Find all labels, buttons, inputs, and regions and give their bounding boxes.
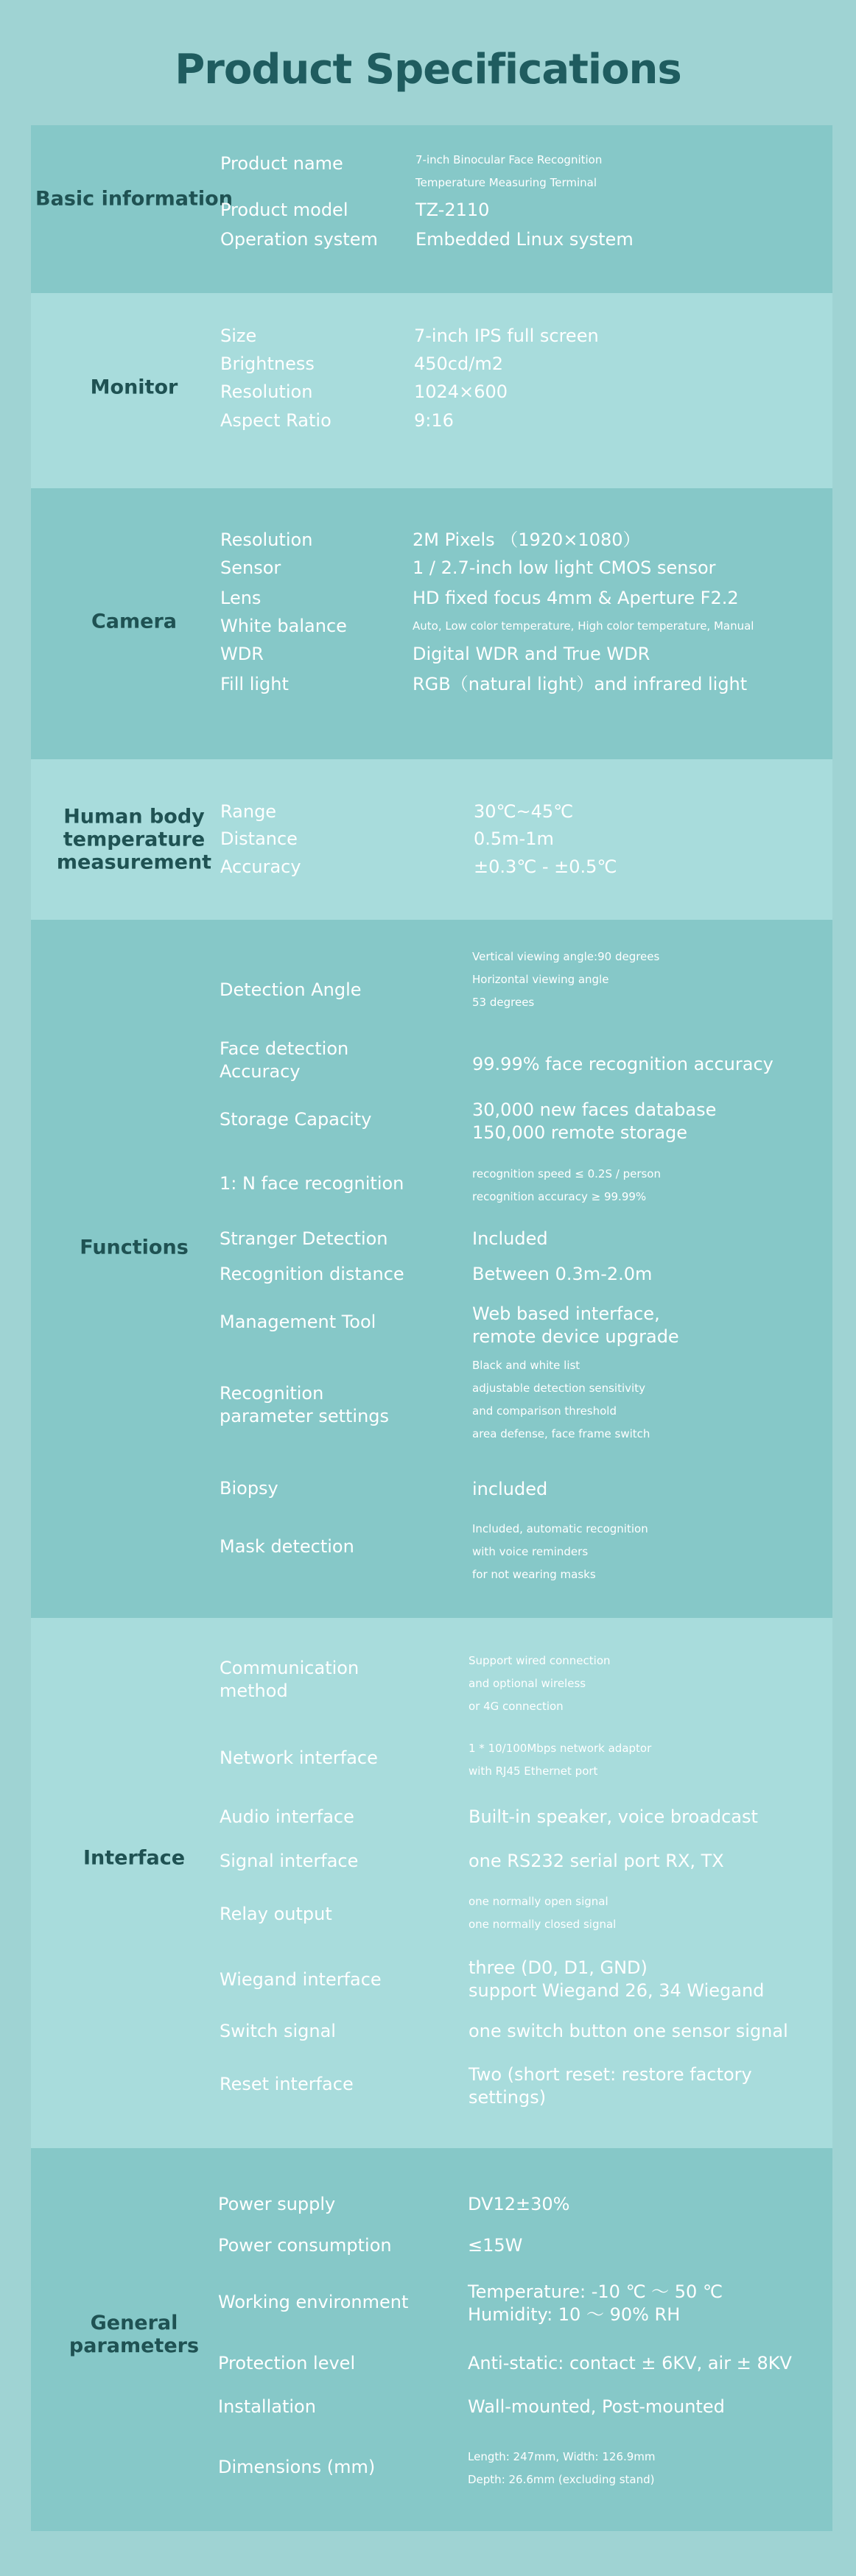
spec-value: 30,000 new faces database 150,000 remote storage (472, 1099, 717, 1143)
spec-label: Product name (220, 152, 343, 174)
spec-label: Power supply (218, 2193, 336, 2214)
spec-value: Web based interface, remote device upgrade (472, 1303, 679, 1347)
spec-section (31, 759, 832, 920)
spec-value: HD fixed focus 4mm & Aperture F2.2 (413, 587, 739, 608)
spec-label: Working environment (218, 2291, 409, 2312)
spec-section (31, 488, 832, 759)
spec-label: Resolution (220, 381, 313, 402)
spec-value: 1 * 10/100Mbps network adaptor with RJ45 Ethernet port (469, 1742, 652, 1778)
spec-value: 1 / 2.7-inch low light CMOS sensor (413, 557, 716, 578)
spec-label: White balance (220, 615, 347, 636)
spec-value: Between 0.3m-2.0m (472, 1263, 653, 1284)
spec-label: Storage Capacity (220, 1108, 372, 1130)
spec-value: Support wired connection and optional wireless or 4G connection (469, 1653, 611, 1713)
spec-label: Management Tool (220, 1311, 376, 1332)
spec-value: Included, automatic recognition with voice reminders for not wearing masks (472, 1521, 648, 1581)
spec-value: 1024×600 (414, 381, 508, 402)
section-title: Human body temperature measurement (56, 805, 212, 874)
spec-value: Built-in speaker, voice broadcast (469, 1806, 758, 1827)
spec-label: Stranger Detection (220, 1228, 388, 1249)
spec-value: recognition speed ≤ 0.2S / person recognition accuracy ≥ 99.99% (472, 1167, 661, 1203)
spec-label: Detection Angle (220, 979, 362, 1000)
spec-value: RGB（natural light）and infrared light (413, 673, 748, 694)
spec-value: Vertical viewing angle:90 degrees Horizontal viewing angle 53 degrees (472, 949, 660, 1009)
spec-label: Operation system (220, 228, 378, 250)
spec-label: Size (220, 325, 257, 346)
section-title: Monitor (90, 376, 178, 399)
spec-label: Installation (218, 2396, 316, 2417)
spec-label: Dimensions (mm) (218, 2456, 376, 2477)
spec-value: 450cd/m2 (414, 353, 503, 374)
spec-label: Switch signal (220, 2020, 336, 2041)
spec-label: Mask detection (220, 1535, 354, 1557)
section-title: Camera (91, 610, 177, 633)
spec-label: Reset interface (220, 2073, 354, 2094)
spec-label: Range (220, 800, 277, 822)
spec-section (31, 125, 832, 293)
spec-label: WDR (220, 643, 264, 664)
spec-label: Lens (220, 587, 262, 608)
spec-value: DV12±30% (468, 2193, 570, 2214)
spec-section (31, 1618, 832, 2148)
section-title: Functions (80, 1236, 189, 1259)
spec-label: Distance (220, 828, 298, 849)
section-title: Basic information (35, 187, 233, 211)
section-title: Interface (83, 1846, 186, 1870)
spec-value: three (D0, D1, GND) support Wiegand 26, 34 Wiegand (469, 1957, 765, 2001)
page-title: Product Specifications (175, 46, 681, 94)
spec-value: Black and white list adjustable detection sensitivity and comparison threshold area defense, face frame switch (472, 1359, 650, 1440)
spec-section (31, 293, 832, 488)
spec-section (31, 2148, 832, 2531)
spec-value: Temperature: -10 ℃ ～ 50 ℃ Humidity: 10 ～ 90% RH (468, 2281, 723, 2325)
spec-value: ≤15W (468, 2234, 523, 2256)
spec-value: one switch button one sensor signal (469, 2020, 788, 2041)
spec-label: Aspect Ratio (220, 409, 331, 431)
spec-label: Brightness (220, 353, 315, 374)
spec-label: Relay output (220, 1903, 332, 1924)
spec-value: Two (short reset: restore factory settings) (469, 2064, 752, 2108)
spec-value: 7-inch Binocular Face Recognition Temperature Measuring Terminal (415, 153, 603, 189)
spec-value: TZ-2110 (415, 199, 490, 220)
spec-value: Anti-static: contact ± 6KV, air ± 8KV (468, 2352, 792, 2373)
spec-label: Recognition distance (220, 1263, 404, 1284)
spec-value: one normally open signal one normally closed signal (469, 1895, 617, 1931)
spec-value: one RS232 serial port RX, TX (469, 1850, 724, 1871)
spec-section (31, 920, 832, 1618)
spec-value: Embedded Linux system (415, 228, 634, 250)
spec-value: 9:16 (414, 409, 454, 431)
spec-label: Signal interface (220, 1850, 359, 1871)
spec-label: Sensor (220, 557, 281, 578)
spec-value: 99.99% face recognition accuracy (472, 1053, 773, 1074)
spec-label: Fill light (220, 673, 289, 694)
spec-label: Network interface (220, 1747, 378, 1768)
spec-label: Product model (220, 199, 348, 220)
spec-label: 1: N face recognition (220, 1172, 404, 1194)
spec-label: Accuracy (220, 856, 301, 877)
spec-value: Included (472, 1228, 548, 1249)
spec-value: included (472, 1478, 548, 1499)
spec-label: Power consumption (218, 2234, 392, 2256)
spec-value: Auto, Low color temperature, High color temperature, Manual (413, 619, 754, 633)
section-title: General parameters (69, 2312, 200, 2357)
spec-value: 7-inch IPS full screen (414, 325, 599, 346)
spec-value: Wall-mounted, Post-mounted (468, 2396, 725, 2417)
spec-label: Resolution (220, 529, 313, 550)
spec-label: Biopsy (220, 1477, 278, 1499)
spec-label: Audio interface (220, 1806, 354, 1827)
spec-label: Wiegand interface (220, 1968, 382, 1990)
spec-value: 0.5m-1m (474, 828, 554, 849)
spec-value: 30℃~45℃ (474, 800, 574, 822)
spec-value: Length: 247mm, Width: 126.9mm Depth: 26.6mm (excluding stand) (468, 2450, 656, 2486)
spec-value: Digital WDR and True WDR (413, 643, 650, 664)
spec-label: Protection level (218, 2352, 356, 2373)
spec-label: Recognition parameter settings (220, 1383, 390, 1426)
spec-label: Face detection Accuracy (220, 1038, 349, 1082)
spec-value: ±0.3℃ - ±0.5℃ (474, 856, 617, 877)
spec-label: Communication method (220, 1658, 359, 1701)
spec-value: 2M Pixels （1920×1080） (413, 529, 641, 550)
